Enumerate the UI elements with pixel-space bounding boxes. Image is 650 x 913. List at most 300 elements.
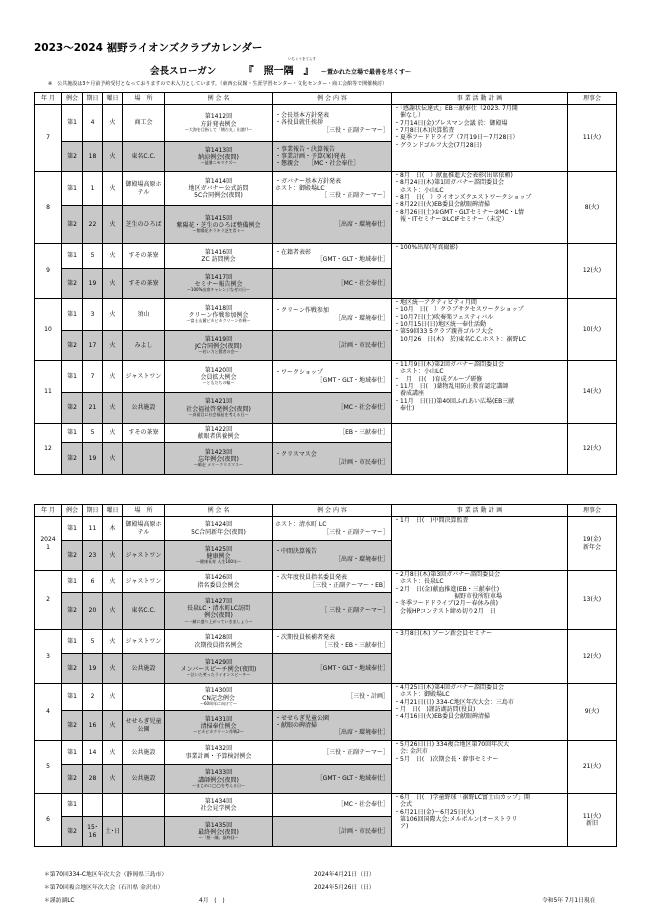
weekday-cell: 火: [103, 269, 123, 299]
meeting-kind-cell: 第2: [62, 393, 83, 424]
text-line: ～師走 メリークリスマス～: [193, 462, 244, 468]
text-line: ・第59回33 5クラブ親善ゴルフ大会: [394, 328, 493, 336]
weekday-cell: 火: [103, 299, 123, 331]
text-line: ［ 三役・正副テーマー］: [321, 192, 389, 200]
text-line: ［三役・正副テーマー］: [322, 126, 389, 134]
content-cell: [273, 331, 392, 361]
text-line: ～若い力と賢者の会～: [198, 349, 239, 355]
content-cell: [273, 711, 392, 741]
text-line: ・8月22日(火)EB委員会献眼碑清掃: [394, 201, 491, 209]
meeting-kind-cell: 第1: [62, 424, 83, 443]
text-line: ・次年度役員指名委員発表: [275, 574, 348, 582]
content-cell: [273, 172, 392, 206]
meeting-name-cell: [165, 593, 273, 630]
text-line: 第1419回: [204, 335, 233, 343]
text-line: ・10月15日(日)地区統一奉仕活動: [394, 320, 486, 328]
date-cell: 15･16: [83, 817, 103, 847]
text-line: ［三役・正副テーマー］: [322, 748, 389, 756]
text-line: ［出席・環境奉仕］: [334, 314, 389, 322]
text-line: ［三役・正副テーマー・EB］: [309, 581, 389, 589]
meeting-name-cell: [165, 794, 273, 817]
text-line: ・11月9日(木)第2回ガバナー諮問委員会: [394, 361, 504, 368]
facility-note: ※ 公共施設は3ケ月前予約受付となっておりますので未入力としています。（東西公民館・生涯学習センター・文化センター・商工会館等で開催検討）: [48, 81, 388, 87]
text-line: ～ピカピカクリーン作戦2～: [193, 729, 244, 735]
text-line: ホスト：小山LC: [394, 368, 444, 376]
weekday-cell: 木: [103, 517, 123, 541]
meeting-kind-cell: 第1: [62, 571, 83, 593]
date-cell: 5: [83, 244, 103, 269]
text-line: 長泉LC・清水町LC訪問: [186, 604, 251, 612]
text-line: ［出席・環境奉仕］: [334, 220, 389, 228]
column-header: 理事会: [568, 505, 617, 517]
slogan-subtitle: ～置かれた立場で最善を尽くす～: [320, 69, 411, 76]
meeting-name-cell: [165, 630, 273, 654]
date-cell: 19: [83, 269, 103, 299]
text-line: ・4月16日(火)EB委員会献眼碑清掃: [394, 713, 491, 721]
column-header: 年 月: [35, 505, 62, 517]
text-line: 第1426回: [204, 574, 233, 582]
text-line: 忘年例会(夜間): [198, 456, 239, 464]
table-row: [35, 517, 617, 541]
plan-cell: [392, 244, 568, 299]
column-header: 事 業 活 動 計 画: [392, 93, 568, 105]
footer-as-of: 令和5年 7月1日現在: [542, 898, 596, 904]
plan-cell: [392, 741, 568, 794]
place-cell: 公共施設: [123, 393, 165, 424]
text-line: セミナー報告例会: [194, 281, 243, 289]
text-line: 第1417回: [204, 273, 233, 281]
text-line: ［EB・三献奉仕］: [339, 429, 389, 437]
text-line: ・8月26日(土)①GMT・GLTセミナー②MC・L情: [394, 208, 524, 216]
date-cell: 17: [83, 331, 103, 361]
plan-cell: [392, 105, 568, 172]
text-line: ・4月21日(日) 334-C地区年次大会：三島市: [394, 698, 514, 706]
meeting-name-cell: [165, 817, 273, 847]
meeting-kind-cell: 第1: [62, 244, 83, 269]
table-row: [35, 424, 617, 443]
text-line: ～健康長寿 人生100年～: [196, 559, 241, 565]
table-row: [35, 571, 617, 593]
text-line: 第1435回: [204, 821, 233, 829]
place-cell: ジャストワン: [123, 630, 165, 654]
text-line: ・在籍者表彰: [275, 248, 312, 256]
text-line: ・10月 日( ）クラブサクセスワークショップ: [394, 306, 524, 314]
text-line: ～まじめに◯◯を考える日～: [192, 782, 245, 788]
date-cell: 23: [83, 541, 103, 571]
date-cell: 4: [83, 105, 103, 142]
text-line: ［計画・市民奉仕］: [334, 827, 389, 835]
text-line: 次期役員指名例会: [194, 641, 243, 649]
text-line: ・8月24日(木)第1回ガバナー諮問委員会: [394, 179, 504, 187]
text-line: クリーン作戦参加例会: [188, 312, 249, 320]
date-cell: 11: [83, 517, 103, 541]
text-line: ～ともだちの輪～: [202, 380, 235, 386]
footer-date: 2024年4月21日（日）: [314, 872, 375, 878]
column-header: 事 業 活 動 計 画: [392, 505, 568, 517]
text-line: 第1431回: [204, 715, 233, 723]
meeting-name-cell: [165, 206, 273, 244]
text-line: ・5月 日( )次期会長・幹事セミナー: [394, 755, 499, 763]
place-cell: 東名C.C.: [123, 593, 165, 630]
text-line: ～紫陽花キラキラ芝生青々～: [192, 228, 245, 234]
weekday-cell: 火: [103, 443, 123, 475]
text-line: 会: 金沢市: [394, 748, 428, 756]
table-row: [35, 299, 617, 331]
meeting-kind-cell: 第1: [62, 794, 83, 817]
place-cell: 公共施設: [123, 654, 165, 684]
text-line: 社会福祉啓発例会(夜間): [186, 405, 251, 413]
meeting-name-cell: [165, 654, 273, 684]
text-line: ［三役・EB・三献奉仕］: [321, 641, 389, 649]
text-line: ・10月7日(土)吹奏楽フェスティバル: [394, 313, 494, 321]
content-cell: [273, 684, 392, 711]
text-line: ［MC・社会奉仕］: [337, 801, 389, 809]
text-line: 会員拡大例会: [200, 374, 237, 382]
content-cell: [273, 593, 392, 630]
date-cell: 7: [83, 361, 103, 393]
text-line: 10月26 日(木) 於)東名C.C.ホスト：裾野LC: [394, 335, 527, 343]
text-line: ～大海を目指して「稽古丸」出港!!～: [184, 126, 253, 132]
board-cell: 19(金) 新年会: [568, 517, 617, 571]
column-header: 曜日: [103, 93, 123, 105]
month-cell: 3: [35, 630, 62, 684]
place-cell: 御殿場高原ホテル: [123, 172, 165, 206]
month-cell: 10: [35, 299, 62, 361]
text-line: ・7月14日(金)ブレスマン会議 於：御殿場: [394, 119, 508, 127]
content-cell: [273, 299, 392, 331]
text-line: 第1427回: [204, 597, 233, 605]
text-line: ・夏季フードドライブ（7月19日～7月28日）: [394, 134, 519, 142]
weekday-cell: 火: [103, 741, 123, 765]
date-cell: [83, 794, 103, 817]
month-cell: 12: [35, 424, 62, 475]
text-line: ・冬季フードドライブ(2月～春休み前): [394, 600, 498, 608]
place-cell: すその茶寮: [123, 424, 165, 443]
meeting-kind-cell: 第2: [62, 443, 83, 475]
text-line: ・各役員就任挨拶: [275, 119, 324, 127]
board-cell: 14(火): [568, 361, 617, 424]
date-cell: 3: [83, 299, 103, 331]
meeting-name-cell: [165, 269, 273, 299]
text-line: ・「感謝状伝達式」EB三献奉仕（2023. 7月開: [394, 105, 518, 112]
table-row: [35, 361, 617, 393]
weekday-cell: 火: [103, 711, 123, 741]
content-cell: [273, 105, 392, 142]
column-header: 例会: [62, 93, 83, 105]
text-line: ・月 日( )謹訪湖訪問(役員): [394, 705, 476, 713]
content-cell: [273, 244, 392, 269]
content-cell: [273, 571, 392, 593]
month-cell: 11: [35, 361, 62, 424]
text-line: ［GMT・GLT・地域奉仕］: [316, 664, 389, 672]
text-line: ～泣いた笑ったライオンスピーチ～: [186, 672, 251, 678]
text-line: 指名委員会例会: [197, 581, 240, 589]
place-cell: 東名C.C.: [123, 142, 165, 172]
column-header: 例 会 名: [165, 93, 273, 105]
place-cell: 須山: [123, 299, 165, 331]
board-cell: 9(火): [568, 684, 617, 741]
month-cell: 9: [35, 244, 62, 299]
column-header: 例 会 内 容: [273, 93, 392, 105]
footer-date: 2024年5月26日（日）: [314, 885, 375, 891]
content-cell: [273, 765, 392, 794]
meeting-kind-cell: 第2: [62, 269, 83, 299]
column-header: 例 会 内 容: [273, 505, 392, 517]
slogan-ruby: いちぐうをてらす: [288, 57, 316, 61]
text-line: ・1月 日( )中間決算監査: [394, 517, 469, 524]
text-line: 方針発表例会: [200, 120, 237, 128]
text-line: 社会見学例会: [200, 805, 237, 812]
place-cell: ジャストワン: [123, 361, 165, 393]
page-title: 2023～2024 裾野ライオンズクラブカレンダー: [34, 42, 263, 54]
meeting-kind-cell: 第2: [62, 817, 83, 847]
column-header: 場 所: [123, 93, 165, 105]
text-line: ～富士山麓ピカピカクリーン作戦～: [186, 318, 251, 324]
table-row: [35, 105, 617, 142]
slogan-keyword: 『 照一隅 』: [243, 66, 314, 77]
text-line: 清掃奉仕例会: [200, 723, 237, 731]
meeting-name-cell: [165, 424, 273, 443]
text-line: メンバースピーチ例会(夜間): [180, 666, 257, 674]
place-cell: [123, 794, 165, 817]
content-cell: [273, 794, 392, 817]
board-cell: 12(火): [568, 244, 617, 299]
text-line: 献眼者供養例会: [197, 433, 240, 440]
content-cell: [273, 517, 392, 541]
text-line: ［出席・環境奉仕］: [334, 555, 389, 563]
text-line: 例会(夜間): [204, 612, 233, 620]
weekday-cell: 火: [103, 630, 123, 654]
month-cell: 2024 1: [35, 517, 62, 571]
meeting-kind-cell: 第2: [62, 593, 83, 630]
meeting-kind-cell: 第2: [62, 142, 83, 172]
board-cell: 11(火): [568, 105, 617, 172]
text-line: 会報HPコンテスト締め切り2月 日: [394, 607, 496, 615]
text-line: ［三役・正副テーマー］: [322, 528, 389, 536]
meeting-kind-cell: 第1: [62, 684, 83, 711]
date-cell: 6: [83, 571, 103, 593]
date-cell: 28: [83, 765, 103, 794]
text-line: 第1433回: [204, 769, 233, 777]
content-cell: [273, 361, 392, 393]
text-line: 第1421回: [204, 398, 233, 406]
board-cell: 11(火) 新旧: [568, 794, 617, 847]
calendar-table-2024: [34, 504, 617, 847]
month-cell: 6: [35, 794, 62, 847]
date-cell: 20: [83, 593, 103, 630]
place-cell: みよし: [123, 331, 165, 361]
meeting-name-cell: [165, 142, 273, 172]
content-cell: [273, 630, 392, 654]
content-cell: [273, 817, 392, 847]
content-cell: [273, 269, 392, 299]
column-header: 曜日: [103, 505, 123, 517]
table-row: [35, 741, 617, 765]
text-line: ・ 月 日( )育成グループ研修: [394, 375, 483, 383]
weekday-cell: 火: [103, 424, 123, 443]
text-line: 催なし）: [394, 112, 425, 120]
text-line: ・2月 日(金)献血推進(EB・三献奉仕): [394, 585, 500, 593]
table-row: [35, 794, 617, 817]
plan-cell: [392, 424, 568, 475]
text-line: ～60周年に向けて～: [199, 700, 238, 706]
content-cell: [273, 393, 392, 424]
place-cell: 商工会: [123, 105, 165, 142]
text-line: ～真面目に社会福祉を考える日～: [188, 411, 249, 417]
text-line: 第1434回: [204, 797, 233, 805]
column-header: 例 会 名: [165, 505, 273, 517]
text-line: ［計画・市民奉仕］: [334, 458, 389, 466]
place-cell: すその茶寮: [123, 269, 165, 299]
meeting-name-cell: [165, 571, 273, 593]
footer-label: ＊第70回複合地区年次大会（石川県 金沢市）: [44, 885, 164, 891]
text-line: ・6月 日( )学童野球「裾野LC富士山カップ」開: [394, 794, 530, 801]
plan-cell: [392, 794, 568, 847]
month-cell: 7: [35, 105, 62, 172]
date-cell: 22: [83, 206, 103, 244]
month-cell: 8: [35, 172, 62, 244]
date-cell: 1: [83, 172, 103, 206]
place-cell: 公共施設: [123, 741, 165, 765]
meeting-kind-cell: 第1: [62, 105, 83, 142]
text-line: ホスト：小山LC: [394, 186, 444, 194]
text-line: ・4月25日(木)第4回ガバナー諮問委員会: [394, 684, 504, 691]
text-line: ・2月8日(木)第3回ガバナー諮問委員会: [394, 571, 501, 578]
text-line: 第1423回: [204, 448, 233, 456]
footer-label: ＊謹訪湖LC: [44, 898, 75, 904]
weekday-cell: 土･日: [103, 817, 123, 847]
text-line: ZC 訪問例会: [201, 256, 236, 263]
text-line: ・事業報告・決算報告: [275, 145, 336, 153]
board-cell: 21(火): [568, 741, 617, 794]
text-line: 地区ガバナー公式訪問: [188, 184, 249, 192]
content-cell: [273, 206, 392, 244]
meeting-name-cell: [165, 393, 273, 424]
table-row: [35, 684, 617, 711]
text-line: ・せせらぎ児童公園: [275, 714, 330, 722]
meeting-kind-cell: 第1: [62, 741, 83, 765]
table-row: [35, 172, 617, 206]
text-line: ～「照一隅」最終回～: [198, 835, 239, 841]
table-row: [35, 630, 617, 654]
text-line: ・クリーン作戦参加: [275, 307, 329, 315]
text-line: 第1424回: [204, 521, 233, 529]
text-line: 第1425回: [204, 545, 233, 553]
meeting-name-cell: [165, 684, 273, 711]
weekday-cell: 火: [103, 571, 123, 593]
place-cell: 芝生のひろば: [123, 206, 165, 244]
meeting-name-cell: [165, 105, 273, 142]
text-line: ホスト：御殿場LC: [394, 691, 450, 699]
plan-cell: [392, 299, 568, 361]
meeting-kind-cell: 第2: [62, 541, 83, 571]
meeting-kind-cell: 第1: [62, 630, 83, 654]
text-line: 第1416回: [204, 248, 233, 256]
weekday-cell: 火: [103, 393, 123, 424]
text-line: ・事業計画・予算(案)発表: [275, 152, 346, 160]
slogan: [150, 62, 411, 77]
content-cell: [273, 654, 392, 684]
text-line: 会式: [394, 801, 413, 809]
meeting-kind-cell: 第2: [62, 206, 83, 244]
column-header: 期日: [83, 93, 103, 105]
text-line: ホスト：清水町 LC: [275, 521, 327, 529]
slogan-label: 会長スローガン: [150, 66, 217, 77]
meeting-name-cell: [165, 299, 273, 331]
meeting-kind-cell: 第1: [62, 299, 83, 331]
weekday-cell: 火: [103, 244, 123, 269]
weekday-cell: 火: [103, 105, 123, 142]
meeting-kind-cell: 第2: [62, 331, 83, 361]
content-cell: [273, 741, 392, 765]
plan-cell: [392, 684, 568, 741]
weekday-cell: 火: [103, 684, 123, 711]
text-line: ［三役・計画］: [346, 693, 389, 701]
weekday-cell: [103, 794, 123, 817]
text-line: 第1430回: [204, 687, 233, 695]
weekday-cell: 火: [103, 331, 123, 361]
date-cell: 5: [83, 424, 103, 443]
place-cell: ジャストワン: [123, 541, 165, 571]
month-cell: 5: [35, 741, 62, 794]
text-line: ホスト：長泉LC: [394, 578, 444, 586]
weekday-cell: 火: [103, 172, 123, 206]
column-header: 期日: [83, 505, 103, 517]
text-line: ・8月 日( ）ライオンズクエストワークショップ: [394, 193, 532, 201]
place-cell: 御殿場高原ホテル: [123, 517, 165, 541]
footer-label: ＊第70回334-C地区年次大会（静岡県三島市）: [44, 872, 168, 878]
text-line: ・クリスマス会: [275, 451, 317, 459]
text-line: ・11月 日(日)第40回ふれあい広場(EB三献: [394, 397, 515, 405]
weekday-cell: 火: [103, 654, 123, 684]
date-cell: 14: [83, 741, 103, 765]
meeting-name-cell: [165, 361, 273, 393]
text-line: ・地区統一アクティビティ月間: [394, 299, 477, 306]
place-cell: [123, 443, 165, 475]
place-cell: ジャストワン: [123, 571, 165, 593]
column-header: 場 所: [123, 505, 165, 517]
column-header: 年 月: [35, 93, 62, 105]
text-line: 事業計画・予算検討例会: [185, 752, 252, 760]
board-cell: 10(火): [568, 299, 617, 361]
text-line: ・6月21日(金)～6月25日(火): [394, 808, 475, 816]
text-line: 第1418回: [204, 304, 233, 312]
plan-cell: [392, 630, 568, 684]
text-line: ［GMT・GLT・地域奉仕］: [316, 376, 389, 384]
text-line: 第1413回: [204, 146, 233, 154]
text-line: 第1414回: [204, 177, 233, 185]
text-line: JC合同例会(夜間): [195, 343, 242, 351]
board-cell: 8(火): [568, 172, 617, 244]
plan-cell: [392, 172, 568, 244]
text-line: 5C合同新年会(夜間): [191, 528, 246, 536]
column-header: 例会: [62, 505, 83, 517]
table-row: [35, 244, 617, 269]
text-line: ・5月26日(日) 334複合地区第70回年次大: [394, 741, 510, 748]
column-header: 理事会: [568, 93, 617, 105]
meeting-kind-cell: 第2: [62, 765, 83, 794]
meeting-name-cell: [165, 172, 273, 206]
plan-cell: [392, 361, 568, 424]
month-cell: 4: [35, 684, 62, 741]
place-cell: せせらぎ児童公園: [123, 711, 165, 741]
meeting-kind-cell: 第1: [62, 517, 83, 541]
date-cell: 2: [83, 684, 103, 711]
board-cell: 13(火): [568, 571, 617, 630]
weekday-cell: 火: [103, 541, 123, 571]
text-line: 第106回国際大会:メルボルン(オーストラリ: [394, 815, 518, 823]
place-cell: [123, 817, 165, 847]
